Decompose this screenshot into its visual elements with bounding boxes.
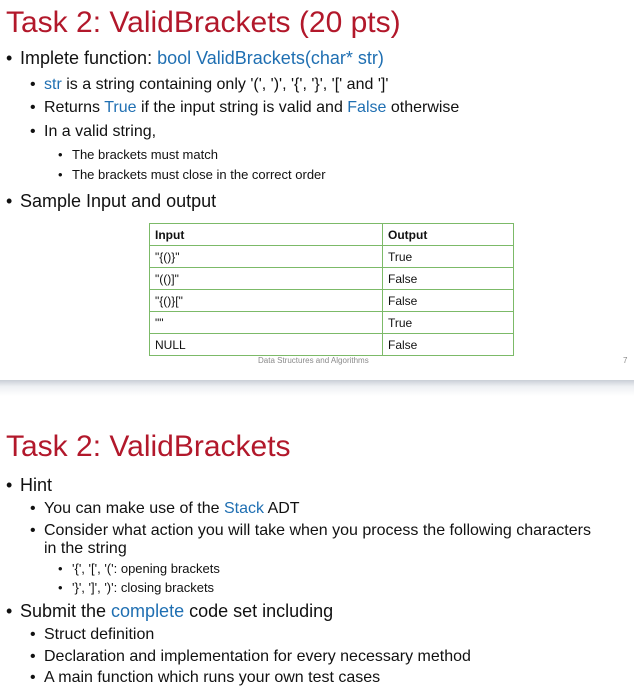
sub-bullet-consider (30, 522, 591, 540)
bullet-text: '{', '[', '(': opening brackets (72, 561, 220, 576)
table-row (150, 312, 514, 334)
subsub-bullet-opening (58, 561, 220, 576)
slide-footer: Data Structures and Algorithms (258, 356, 369, 365)
output-cell: True (383, 246, 514, 268)
input-cell: "{()}" (150, 246, 383, 268)
bullet-icon: • (6, 191, 13, 211)
slide-title: Task 2: ValidBrackets (6, 430, 291, 463)
bullet-text: Hint (20, 475, 53, 495)
bullet-icon: • (6, 601, 13, 621)
bullet-icon: • (30, 99, 36, 116)
sub-bullet-valid-string (30, 123, 156, 141)
keyword-stack: Stack (223, 500, 264, 517)
bullet-icon: • (58, 167, 63, 182)
bullet-icon: • (58, 147, 63, 162)
keyword-false: False (347, 99, 387, 116)
input-cell: "(()]" (150, 268, 383, 290)
slide-title: Task 2: ValidBrackets (20 pts) (6, 6, 401, 39)
input-cell: "" (150, 312, 383, 334)
bullet-text: A main function which runs your own test cases (44, 669, 381, 686)
bullet-text: Consider what action you will take when you process the following characters (44, 522, 591, 539)
bullet-text: '}', ']', ')': closing brackets (72, 580, 215, 595)
subsub-bullet-order (58, 167, 326, 182)
bullet-text: Returns (44, 99, 105, 116)
sub-bullet-str-description (30, 76, 388, 94)
bullet-text: Sample Input and output (20, 191, 217, 211)
table-row (150, 290, 514, 312)
bullet-icon: • (58, 561, 63, 576)
bullet-icon: • (30, 500, 36, 517)
bullet-icon: • (30, 648, 36, 665)
bullet-icon: • (58, 580, 63, 595)
bullet-text: code set including (184, 601, 334, 621)
input-cell: NULL (150, 334, 383, 356)
column-header-input: Input (150, 224, 383, 246)
bullet-text: Struct definition (44, 626, 155, 643)
bullet-icon: • (30, 522, 36, 539)
function-signature: bool ValidBrackets(char* str) (157, 48, 384, 68)
param-name: str (44, 76, 62, 93)
sample-io-table (149, 223, 514, 356)
keyword-true: True (104, 99, 137, 116)
bullet-icon: • (30, 76, 36, 93)
output-cell: True (383, 312, 514, 334)
bullet-text: In a valid string, (44, 123, 157, 140)
output-cell: False (383, 334, 514, 356)
table-row (150, 246, 514, 268)
sub-bullet-returns (30, 99, 459, 117)
bullet-submit (6, 601, 333, 622)
bullet-text: is a string containing only '(', ')', '{', '}', '[' and ']' (61, 76, 389, 93)
slide-divider (0, 380, 634, 396)
bullet-text: You can make use of the (44, 500, 224, 517)
sub-bullet-struct (30, 626, 154, 644)
keyword-complete: complete (111, 601, 185, 621)
sub-bullet-main (30, 669, 380, 687)
input-cell: "{()}[" (150, 290, 383, 312)
sub-bullet-consider-cont: in the string (44, 540, 127, 557)
bullet-icon: • (30, 669, 36, 686)
table-row (150, 334, 514, 356)
slide-task2-hint (0, 396, 634, 700)
bullet-text: Implete function: (20, 48, 158, 68)
subsub-bullet-match (58, 147, 218, 162)
bullet-text: The brackets must close in the correct order (72, 167, 326, 182)
bullet-icon: • (6, 48, 13, 68)
bullet-icon: • (30, 123, 36, 140)
bullet-sample-io (6, 191, 216, 212)
subsub-bullet-closing (58, 580, 214, 595)
bullet-text: ADT (264, 500, 300, 517)
output-cell: False (383, 268, 514, 290)
sub-bullet-declaration (30, 648, 471, 666)
bullet-text: if the input string is valid and (136, 99, 348, 116)
bullet-hint (6, 475, 52, 496)
column-header-output: Output (383, 224, 514, 246)
bullet-icon: • (6, 475, 13, 495)
sub-bullet-stack (30, 500, 300, 518)
bullet-icon: • (30, 626, 36, 643)
page-number: 7 (623, 356, 628, 365)
table-header-row (150, 224, 514, 246)
table-row (150, 268, 514, 290)
bullet-text: otherwise (386, 99, 460, 116)
bullet-implement-function (6, 48, 384, 69)
bullet-text: Submit the (20, 601, 112, 621)
bullet-text: The brackets must match (72, 147, 218, 162)
output-cell: False (383, 290, 514, 312)
bullet-text: Declaration and implementation for every necessary method (44, 648, 471, 665)
